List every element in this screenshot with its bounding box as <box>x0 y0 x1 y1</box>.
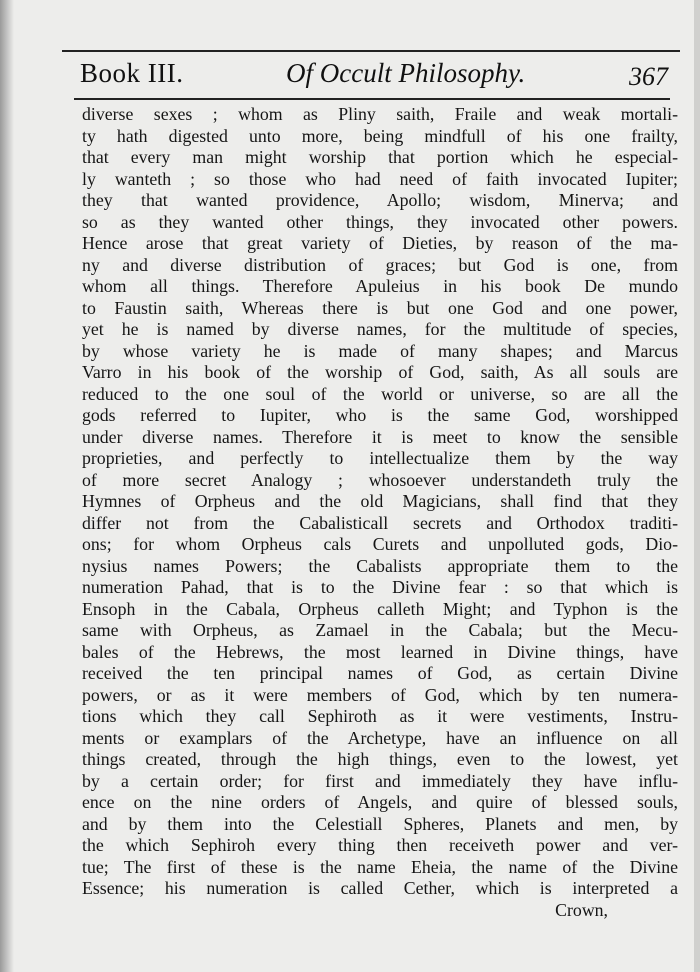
text-line: whom all things. Therefore Apuleius in his book De mundo <box>82 276 678 296</box>
text-line: and by them into the Celestiall Spheres, Planets and men, by <box>82 813 678 834</box>
text-line: powers, or as it were members of God, which by ten numera- <box>82 684 678 705</box>
text-line: ments or examplars of the Archetype, have an influence on all <box>82 727 678 748</box>
text-line: things created, through the high things, even to the lowest, yet <box>82 749 678 769</box>
text-line: Varro in his book of the worship of God, saith, As all souls are <box>82 362 678 382</box>
book-title: Of Occult Philosophy. <box>286 58 526 88</box>
page-edge <box>694 0 700 972</box>
text-line: ence on the nine orders of Angels, and quire of blessed souls, <box>82 792 678 812</box>
text-line: ny and diverse distribution of graces; but God is one, from <box>82 254 678 275</box>
text-line: nysius names Powers; the Cabalists appropriate them to the <box>82 555 678 576</box>
text-line: ty hath digested unto more, being mindfull of his one frailty, <box>82 125 678 146</box>
text-line: numeration Pahad, that is to the Divine fear : so that which is <box>82 577 678 597</box>
text-line: under diverse names. Therefore it is meet to know the sensible <box>82 426 678 447</box>
text-line: ons; for whom Orpheus cals Curets and unpolluted gods, Dio- <box>82 534 678 554</box>
text-line: by whose variety he is made of many shapes; and Marcus <box>82 340 678 361</box>
text-line: same with Orpheus, as Zamael in the Cabala; but the Mecu- <box>82 620 678 640</box>
catchword: Crown, <box>555 899 608 920</box>
text-line: they that wanted providence, Apollo; wisdom, Minerva; and <box>82 190 678 210</box>
text-line: bales of the Hebrews, the most learned in Divine things, have <box>82 641 678 662</box>
body-text <box>82 104 678 921</box>
text-line: yet he is named by diverse names, for the multitude of species, <box>82 319 678 339</box>
text-line: proprieties, and perfectly to intellectualize them by the way <box>82 448 678 468</box>
text-line: Hymnes of Orpheus and the old Magicians, shall find that they <box>82 491 678 511</box>
text-line: ly wanteth ; so those who had need of faith invocated Iupiter; <box>82 168 678 189</box>
text-line: to Faustin saith, Whereas there is but one God and one power, <box>82 297 678 318</box>
text-line: received the ten principal names of God, as certain Divine <box>82 663 678 683</box>
text-line: of more secret Analogy ; whosoever understandeth truly the <box>82 469 678 490</box>
text-line: the which Sephiroh every thing then receiveth power and ver- <box>82 835 678 855</box>
header-rule-bottom <box>74 98 670 100</box>
text-line: that every man might worship that portion which he especial- <box>82 147 678 167</box>
running-head <box>80 58 680 98</box>
header-rule-top <box>62 50 680 52</box>
text-line: Ensoph in the Cabala, Orpheus calleth Might; and Typhon is the <box>82 598 678 619</box>
text-line: tions which they call Sephiroth as it were vestiments, Instru- <box>82 706 678 726</box>
text-line: Hence arose that great variety of Dieties, by reason of the ma- <box>82 233 678 253</box>
page-number: 367 <box>629 62 668 91</box>
text-line: Essence; his numeration is called Cether, which is interpreted a <box>82 878 678 898</box>
book-number: Book III. <box>80 58 184 88</box>
text-line: gods referred to Iupiter, who is the same God, worshipped <box>82 405 678 425</box>
text-line: diverse sexes ; whom as Pliny saith, Fraile and weak mortali- <box>82 104 678 124</box>
text-line: tue; The first of these is the name Eheia, the name of the Divine <box>82 856 678 877</box>
text-line: so as they wanted other things, they invocated other powers. <box>82 211 678 232</box>
text-line: reduced to the one soul of the world or universe, so are all the <box>82 383 678 404</box>
gutter-shadow <box>0 0 14 972</box>
text-line: by a certain order; for first and immediately they have influ- <box>82 770 678 791</box>
text-line: differ not from the Cabalisticall secrets and Orthodox traditi- <box>82 512 678 533</box>
